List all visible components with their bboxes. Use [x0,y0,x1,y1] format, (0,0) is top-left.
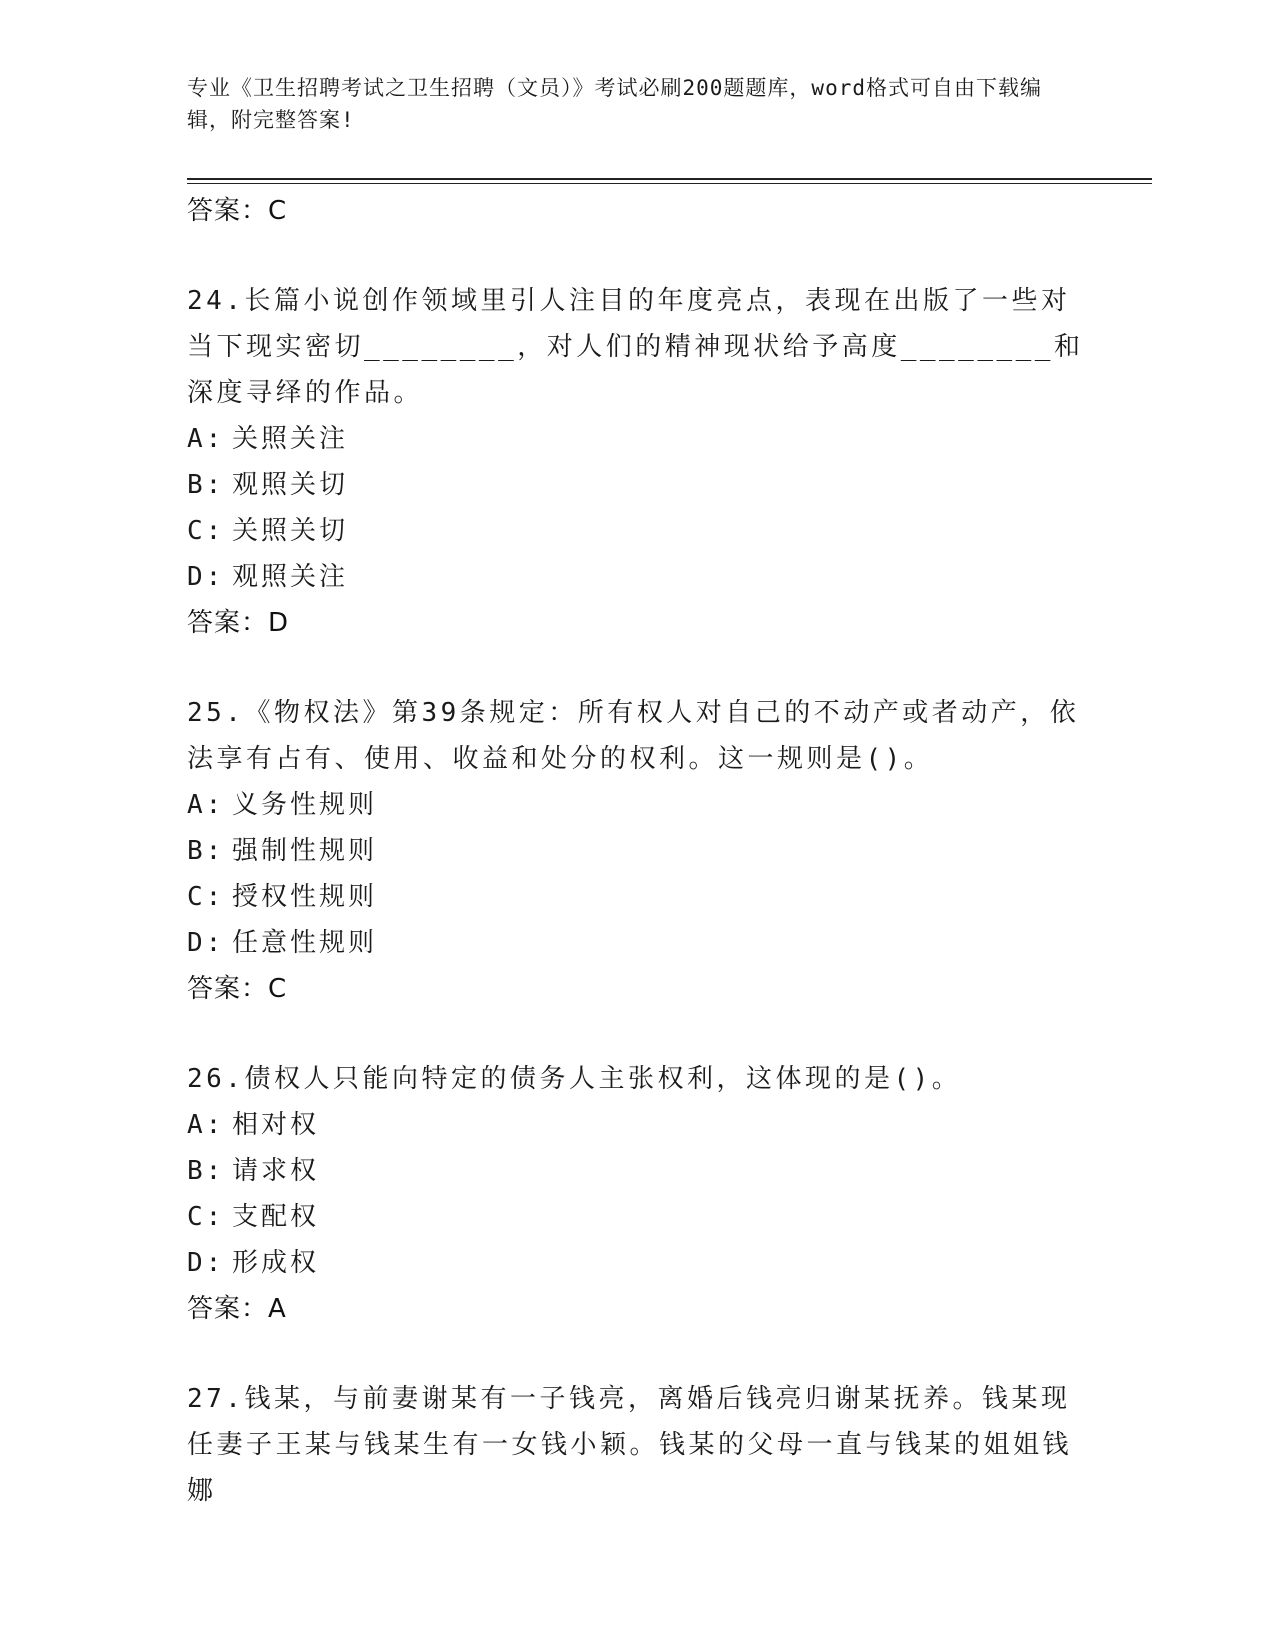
question-24 [187,278,1087,646]
option-text: 强制性规则 [232,836,378,866]
answer-line: 答案：D [187,608,290,638]
option-c [187,1194,1087,1240]
option-key: B: [187,836,225,866]
option-text: 观照关切 [232,470,349,500]
option-key: A: [187,424,225,454]
question-stem: 24.长篇小说创作领域里引人注目的年度亮点，表现在出版了一些对当下现实密切________，对人们的精神现状给予高度________和深度寻绎的作品。 [187,286,1084,408]
spacer [187,646,1087,690]
option-a [187,1102,1087,1148]
question-stem: 25.《物权法》第39条规定：所有权人对自己的不动产或者动产，依法享有占有、使用、收益和处分的权利。这一规则是()。 [187,698,1080,774]
option-text: 任意性规则 [232,928,378,958]
option-key: B: [187,1156,225,1186]
option-b [187,828,1087,874]
option-key: D: [187,1248,225,1278]
option-d [187,920,1087,966]
answer-line: 答案：C [187,974,288,1004]
question-26 [187,1056,1087,1332]
option-text: 请求权 [232,1156,320,1186]
option-text: 相对权 [232,1110,320,1140]
option-b [187,1148,1087,1194]
option-text: 授权性规则 [232,882,378,912]
option-b [187,462,1087,508]
option-key: A: [187,1110,225,1140]
option-text: 观照关注 [232,562,349,592]
question-stem: 27.钱某，与前妻谢某有一子钱亮，离婚后钱亮归谢某抚养。钱某现任妻子王某与钱某生有一女钱小颖。钱某的父母一直与钱某的姐姐钱娜 [187,1384,1073,1506]
option-key: C: [187,1202,225,1232]
answer-line: 答案：C [187,196,288,226]
question-25 [187,690,1087,1012]
question-list [187,188,1087,1514]
option-key: D: [187,928,225,958]
header-divider [187,178,1152,180]
option-text: 义务性规则 [232,790,378,820]
option-c [187,508,1087,554]
option-text: 关照关切 [232,516,349,546]
option-text: 关照关注 [232,424,349,454]
question-27 [187,1376,1087,1514]
spacer [187,1332,1087,1376]
option-a [187,416,1087,462]
spacer [187,234,1087,278]
option-d [187,1240,1087,1286]
option-key: B: [187,470,225,500]
option-text: 支配权 [232,1202,320,1232]
option-key: C: [187,516,225,546]
option-text: 形成权 [232,1248,320,1278]
option-key: A: [187,790,225,820]
header-divider-thin [187,183,1152,184]
answer-line: 答案：A [187,1294,287,1324]
spacer [187,1012,1087,1056]
question-stem: 26.债权人只能向特定的债务人主张权利，这体现的是()。 [187,1064,962,1094]
option-key: D: [187,562,225,592]
option-key: C: [187,882,225,912]
page-header: 专业《卫生招聘考试之卫生招聘（文员）》考试必刷200题题库，word格式可自由下载编辑，附完整答案! [187,76,1042,132]
option-c [187,874,1087,920]
option-d [187,554,1087,600]
option-a [187,782,1087,828]
